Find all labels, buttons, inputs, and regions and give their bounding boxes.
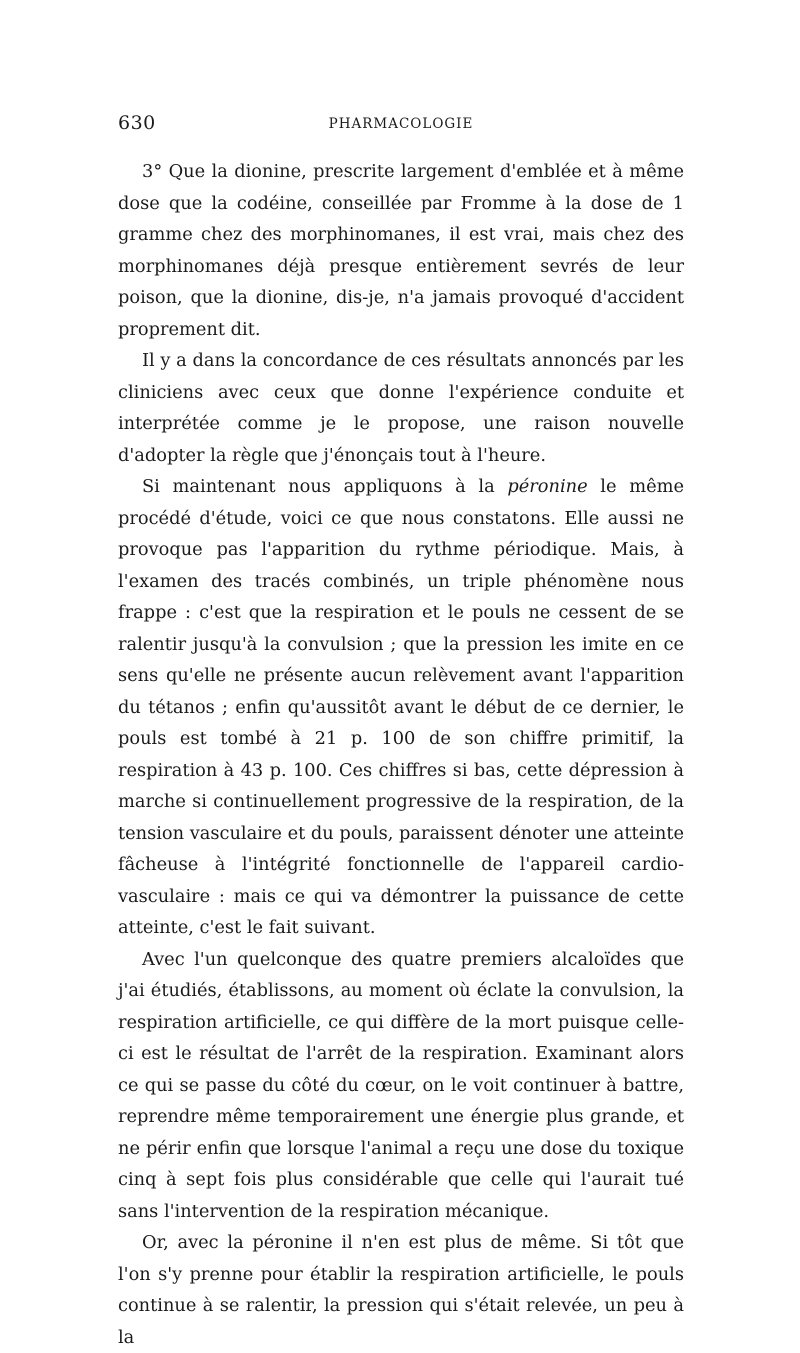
page-number: 630 — [118, 112, 156, 134]
page-header — [118, 112, 684, 142]
paragraph-5: Or, avec la péronine il n'en est plus de même. Si tôt que l'on s'y prenne pour établir la respiration artificielle, le pouls continue à se ralentir, la pression qui s'était relevée, un peu à la — [118, 1232, 684, 1348]
paragraph-1: 3° Que la dionine, prescrite largement d'emblée et à même dose que la codéine, conseillée par Fromme à la dose de 1 gramme chez des morphinomanes, il est vrai, mais chez des morphinomanes déjà presque entièrement sevrés de leur poison, que la dionine, dis-je, n'a jamais provoqué d'accident proprement dit. — [118, 161, 684, 340]
paragraph-3: Si maintenant nous appliquons à la péronine le même procédé d'étude, voici ce que nous constatons. Elle aussi ne provoque pas l'apparition du rythme périodique. Mais, à l'examen des tracés combinés, un triple phénomène nous frappe : c'est que la respiration et le pouls ne cessent de se ralentir jusqu'à la convulsion ; que la pression les imite en ce sens qu'elle ne présente aucun relèvement avant l'apparition du tétanos ; enfin qu'aussitôt avant le début de ce dernier, le pouls est tombé à 21 p. 100 de son chiffre primitif, la respiration à 43 p. 100. Ces chiffres si bas, cette dépression à marche si continuellement progressive de la respiration, de la tension vasculaire et du pouls, paraissent dénoter une atteinte fâcheuse à l'intégrité fonctionnelle de l'appareil cardio-vasculaire : mais ce qui va démontrer la puissance de cette atteinte, c'est le fait suivant. — [118, 476, 685, 938]
page-body — [118, 156, 684, 1353]
document-page — [118, 112, 684, 1353]
paragraph-4: Avec l'un quelconque des quatre premiers alcaloïdes que j'ai étudiés, établissons, au moment où éclate la convulsion, la respiration artificielle, ce qui diffère de la mort puisque celle-ci est le résultat de l'arrêt de la respiration. Examinant alors ce qui se passe du côté du cœur, on le voit continuer à battre, reprendre même temporairement une énergie plus grande, et ne périr enfin que lorsque l'animal a reçu une dose du toxique cinq à sept fois plus considérable que celle qui l'aurait tué sans l'intervention de la respiration mécanique. — [118, 948, 684, 1222]
italic-term: péronine — [507, 476, 588, 497]
running-title: PHARMACOLOGIE — [328, 116, 474, 132]
paragraph-2: Il y a dans la concordance de ces résultats annoncés par les cliniciens avec ceux que donne l'expérience conduite et interprétée comme je le propose, une raison nouvelle d'adopter la règle que j'énonçais tout à l'heure. — [118, 350, 684, 466]
